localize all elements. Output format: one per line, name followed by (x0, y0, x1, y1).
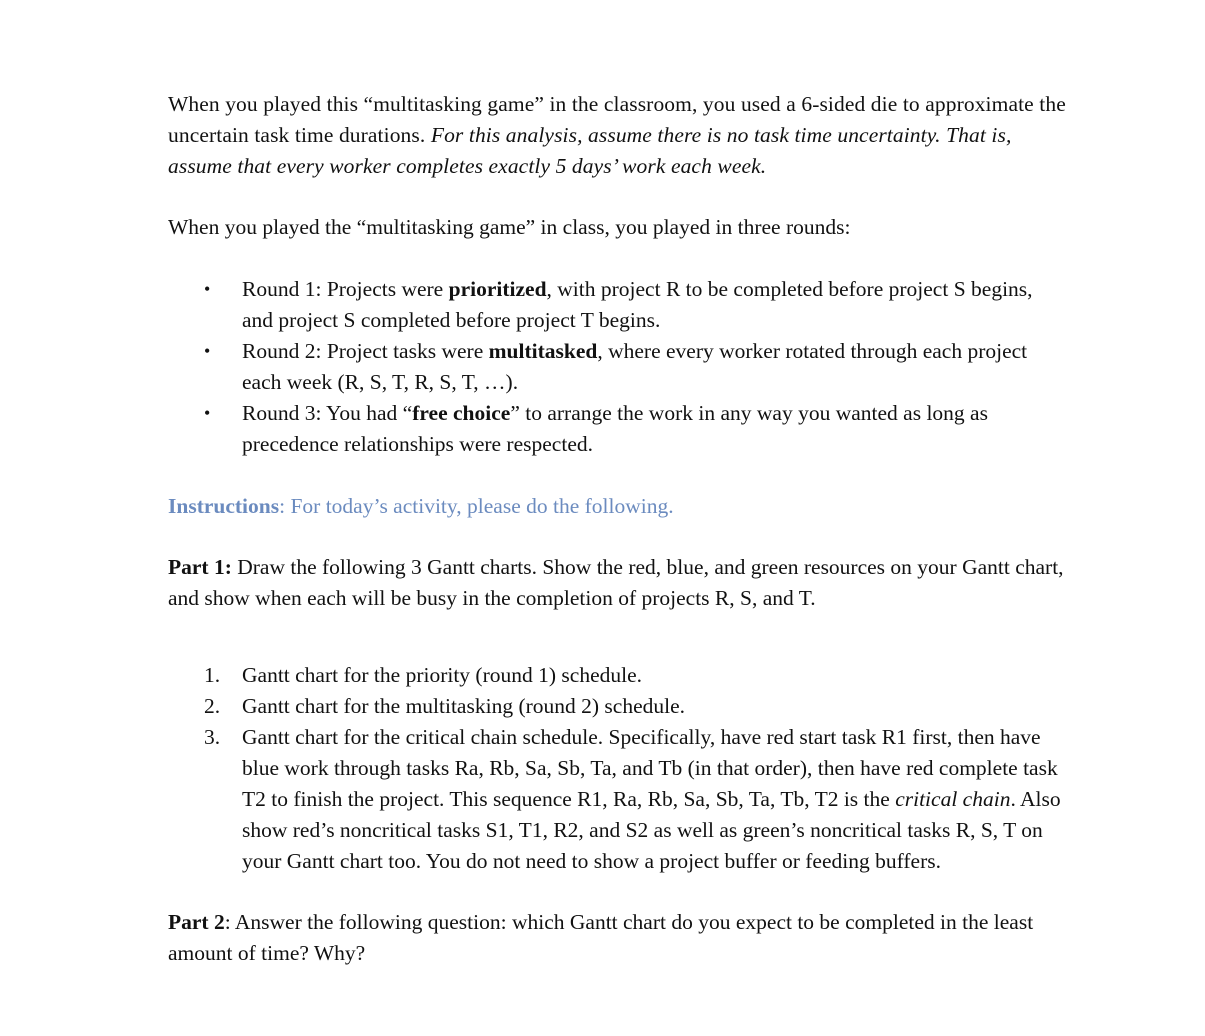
round-text-after: ” to arrange the work in any way you wanted as long as precedence relationships were respected. (242, 401, 988, 456)
intro-paragraph (168, 89, 1068, 182)
rounds-list (168, 274, 1068, 460)
intro-sentence-1: When you played this “multitasking game” in the classroom, you used a 6-sided die to approximate the uncertain task time durations. (168, 92, 1066, 147)
round-item-3 (168, 398, 1068, 460)
instructions-label: Instructions (168, 494, 280, 518)
part2-text: : Answer the following question: which Gantt chart do you expect to be completed in the least amount of time? Why? (168, 910, 1034, 965)
critical-chain-term: critical chain (895, 787, 1011, 811)
round-item-2 (168, 336, 1068, 398)
list-number: 3. (204, 725, 221, 749)
instructions-text: : For today’s activity, please do the following. (279, 494, 674, 518)
round-item-1 (168, 274, 1068, 336)
round-text-before: Round 2: Project tasks were (242, 339, 489, 363)
part2-paragraph (168, 907, 1068, 969)
chart-item-1 (168, 660, 1068, 691)
rounds-intro-paragraph: When you played the “multitasking game” in class, you played in three rounds: (168, 215, 851, 239)
round-keyword: prioritized (448, 277, 547, 301)
bullet-marker: • (204, 341, 211, 361)
document-page (168, 89, 1068, 969)
gantt-charts-list (168, 660, 1068, 877)
round-keyword: free choice (412, 401, 511, 425)
round-text-before: Round 3: You had “ (242, 401, 413, 425)
bullet-marker: • (204, 279, 211, 299)
bullet-marker: • (204, 403, 211, 423)
list-number: 2. (204, 694, 221, 718)
round-keyword: multitasked (488, 339, 598, 363)
round-text-after: , where every worker rotated through each project each week (R, S, T, R, S, T, …). (242, 339, 1028, 394)
part2-label: Part 2 (168, 910, 225, 934)
round-text-before: Round 1: Projects were (242, 277, 449, 301)
chart-item-text-after: . Also show red’s noncritical tasks S1, T1, R2, and S2 as well as green’s noncritical tasks R, S, T on your Gantt chart too. You do not need to show a project buffer or feeding buffers. (242, 787, 1061, 873)
chart-item-text: Gantt chart for the priority (round 1) schedule. (242, 663, 643, 687)
part1-text: Draw the following 3 Gantt charts. Show the red, blue, and green resources on your Gantt chart, and show when each will be busy in the completion of projects R, S, and T. (168, 555, 1064, 610)
chart-item-2 (168, 691, 1068, 722)
part1-paragraph (168, 552, 1068, 614)
round-text-after: , with project R to be completed before project S begins, and project S completed before project T begins. (242, 277, 1033, 332)
instructions-heading (168, 491, 1068, 522)
chart-item-text-before: Gantt chart for the critical chain schedule. Specifically, have red start task R1 first, then have blue work through tasks Ra, Rb, Sa, Sb, Ta, and Tb (in that order), then have red complete task T2 to finish the project. This sequence R1, Ra, Rb, Sa, Sb, Ta, Tb, T2 is the (242, 725, 1058, 811)
chart-item-text: Gantt chart for the multitasking (round 2) schedule. (242, 694, 686, 718)
list-number: 1. (204, 663, 221, 687)
part1-label: Part 1: (168, 555, 232, 579)
intro-assumption-italic: For this analysis, assume there is no task time uncertainty. That is, assume that every worker completes exactly 5 days’ work each week. (168, 123, 1012, 178)
chart-item-3 (168, 722, 1068, 877)
